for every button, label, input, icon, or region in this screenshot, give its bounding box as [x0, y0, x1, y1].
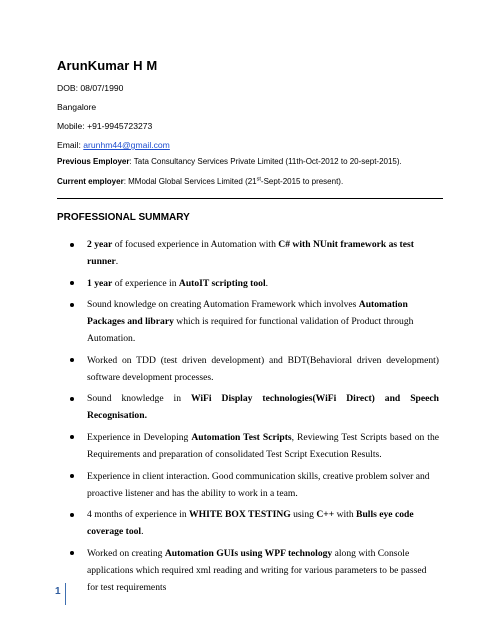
bullet-icon: [70, 474, 74, 478]
summary-bold: Automation GUIs using WPF technology: [164, 547, 333, 559]
summary-item: [57, 236, 439, 270]
current-employer-text-end: -Sept-2015 to present).: [260, 177, 344, 186]
summary-item: [57, 545, 439, 596]
summary-bold: WiFi Display technologies(WiFi Direct) and Speech Recognisation.: [87, 393, 439, 422]
email-label: Email:: [57, 140, 84, 150]
summary-text: which is required for functional validation of Product through Automation.: [87, 316, 414, 345]
summary-item: [57, 468, 439, 502]
summary-text: Worked on creating: [87, 547, 165, 559]
summary-bold: Automation Test Scripts: [191, 431, 292, 443]
current-employer-text: : MModal Global Services Limited (21: [123, 177, 257, 186]
summary-text: of focused experience in Automation with: [112, 239, 279, 250]
summary-bold: 2 year: [87, 239, 113, 250]
page-number-divider: [65, 583, 66, 605]
summary-text: 4 months of experience in: [87, 509, 190, 521]
summary-text: Worked on TDD (test driven development) and BDT(Behavioral driven development) software development processes.: [87, 354, 439, 383]
summary-list: [57, 236, 439, 600]
summary-text: of experience in: [112, 277, 179, 289]
summary-bold: 1 year: [87, 277, 113, 289]
summary-text: with: [334, 509, 357, 521]
email-link[interactable]: arunhm44@gmail.com: [83, 140, 170, 150]
summary-bold: WHITE BOX TESTING: [189, 509, 291, 521]
previous-employer: [57, 157, 402, 166]
summary-text: Experience in client interaction. Good communication skills, creative problem solver and proactive listener and has the ability to work in a team.: [87, 470, 430, 499]
summary-bold: Automation Packages and library: [87, 299, 408, 328]
summary-item: [57, 390, 439, 424]
summary-item: [57, 506, 439, 540]
bullet-icon: [70, 303, 74, 307]
summary-text: Sound knowledge in: [87, 393, 191, 405]
summary-text: along with Console applications which required xml reading and writing for various parameters to be passed for test requirements: [87, 547, 427, 593]
summary-text: , Reviewing Test Scripts based on the Requirements and preparation of consolidated Test Script Execution Results.: [87, 431, 440, 460]
current-employer-ordinal: st: [256, 176, 261, 183]
summary-text: .: [265, 277, 269, 289]
section-divider: [57, 198, 443, 199]
summary-text: .: [141, 526, 144, 538]
city: Bangalore: [57, 102, 97, 112]
summary-bold: C# with NUnit framework as test runner: [87, 239, 414, 267]
bullet-icon: [70, 513, 74, 517]
summary-bold: AutoIT scripting tool: [178, 277, 266, 289]
candidate-name: ArunKumar H M: [57, 58, 158, 73]
summary-text: .: [115, 256, 119, 267]
section-title: PROFESSIONAL SUMMARY: [57, 212, 190, 223]
summary-text: Sound knowledge on creating Automation Framework which involves: [87, 299, 359, 311]
page-number: 1: [55, 586, 61, 597]
summary-text: using: [290, 509, 317, 521]
previous-employer-text: : Tata Consultancy Services Private Limited (11th-Oct-2012 to 20-sept-2015).: [129, 157, 402, 166]
email-line: [57, 140, 170, 150]
summary-bold: C++: [316, 509, 335, 521]
bullet-icon: [70, 397, 74, 401]
bullet-icon: [70, 281, 74, 285]
summary-bold: Bulls eye code coverage tool: [87, 509, 414, 538]
bullet-icon: [70, 551, 74, 555]
date-of-birth: DOB: 08/07/1990: [57, 83, 124, 93]
previous-employer-label: Previous Employer: [57, 157, 130, 166]
mobile-number: Mobile: +91-9945723273: [57, 121, 153, 131]
summary-item: [57, 352, 439, 386]
summary-item: [57, 429, 439, 463]
bullet-icon: [70, 243, 74, 247]
summary-text: Experience in Developing: [87, 431, 192, 443]
bullet-icon: [70, 358, 74, 362]
summary-item: [57, 275, 439, 292]
bullet-icon: [70, 435, 74, 439]
current-employer: [57, 177, 343, 186]
summary-item: [57, 296, 439, 347]
current-employer-label: Current employer: [57, 177, 124, 186]
